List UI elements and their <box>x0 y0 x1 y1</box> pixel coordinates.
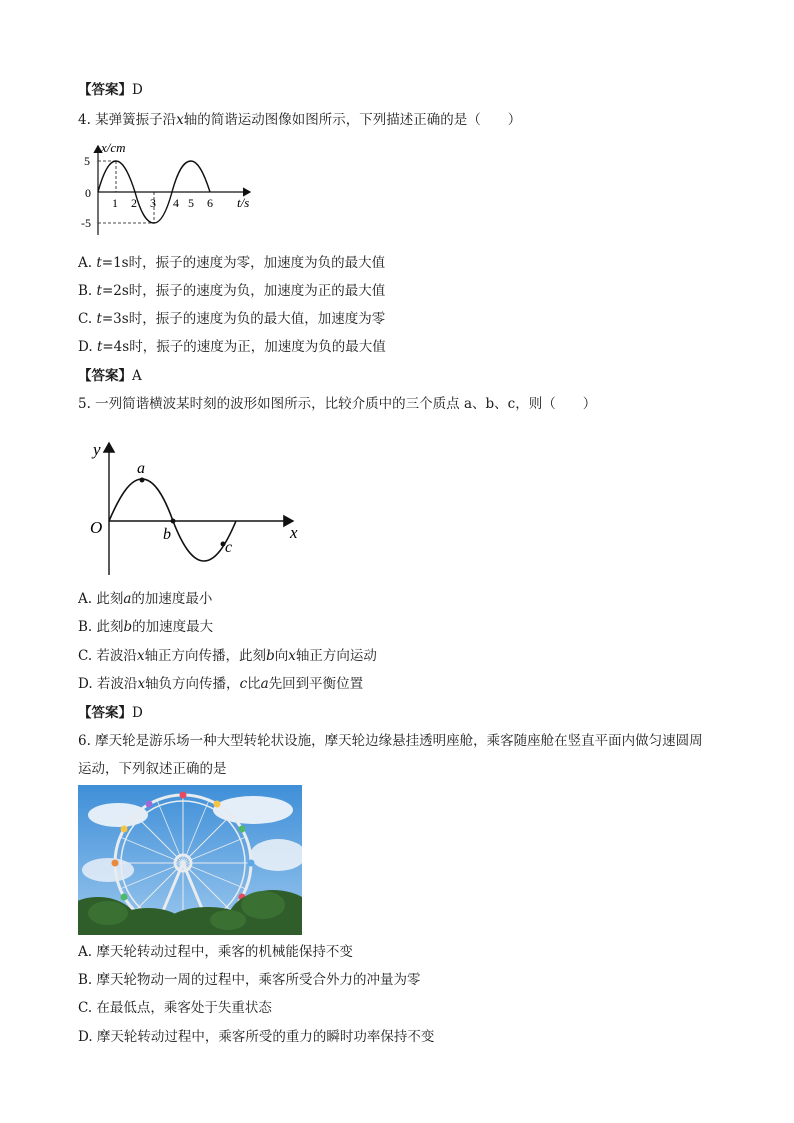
x-tick-5: 5 <box>188 196 194 210</box>
question-6-stem-line2: 运动，下列叙述正确的是 <box>78 761 227 777</box>
q4-option-b: B. t=2s时，振子的速度为负，加速度为正的最大值 <box>78 283 386 299</box>
point-b <box>171 519 176 524</box>
answer-value: D <box>132 82 143 98</box>
q6-option-b: B. 摩天轮物动一周的过程中，乘客所受合外力的冲量为零 <box>78 972 421 988</box>
q6-option-d: D. 摩天轮转动过程中，乘客所受的重力的瞬时功率保持不变 <box>78 1029 435 1045</box>
question-6-stem-line1: 6. 摩天轮是游乐场一种大型转轮状设施，摩天轮边缘悬挂透明座舱，乘客随座舱在竖直平面内做匀速圆周 <box>78 733 703 749</box>
label-b: b <box>163 526 171 543</box>
x-tick-1: 1 <box>112 196 118 210</box>
y-tick-5: 5 <box>84 154 90 168</box>
y-tick-0: 0 <box>85 186 91 200</box>
answer-label: 【答案】 <box>78 82 132 98</box>
q5-option-d: D. 若波沿x轴负方向传播，c比a先回到平衡位置 <box>78 676 364 692</box>
y-tick-neg5: -5 <box>81 216 91 230</box>
q5-option-b: B. 此刻b的加速度最大 <box>78 619 214 635</box>
label-a: a <box>137 460 145 477</box>
q6-option-a: A. 摩天轮转动过程中，乘客的机械能保持不变 <box>78 944 353 960</box>
x-tick-6: 6 <box>207 196 213 210</box>
question-4-stem: 4. 某弹簧振子沿x轴的简谐运动图像如图所示，下列描述正确的是（ ） <box>78 112 522 128</box>
q5-option-a: A. 此刻a的加速度最小 <box>78 591 213 607</box>
x-label: x <box>290 523 298 542</box>
point-a <box>140 478 145 483</box>
y-label: y <box>93 440 101 459</box>
ferris-wheel-photo <box>78 785 302 935</box>
q4-option-d: D. t=4s时，振子的速度为正，加速度为负的最大值 <box>78 339 386 355</box>
origin-label: O <box>90 518 103 537</box>
t-axis-label: t/s <box>237 195 250 210</box>
x-tick-4: 4 <box>173 196 179 210</box>
label-c: c <box>225 539 233 556</box>
question-5-stem: 5. 一列简谐横波某时刻的波形如图所示，比较介质中的三个质点 a、b、c，则（ ） <box>78 396 597 412</box>
wave-graph <box>85 435 315 580</box>
y-axis-label: x/cm <box>101 140 126 155</box>
q5-option-c: C. 若波沿x轴正方向传播，此刻b向x轴正方向运动 <box>78 648 377 664</box>
answer-line-q4: 【答案】A <box>78 368 142 384</box>
q6-option-c: C. 在最低点，乘客处于失重状态 <box>78 1000 272 1016</box>
x-tick-3: 3 <box>150 196 156 210</box>
q4-option-a: A. t=1s时，振子的速度为零，加速度为负的最大值 <box>78 255 386 271</box>
oscillation-graph <box>80 140 260 240</box>
x-tick-2: 2 <box>131 196 137 210</box>
q4-option-c: C. t=3s时，振子的速度为负的最大值，加速度为零 <box>78 311 386 327</box>
answer-line-q5: 【答案】D <box>78 705 143 721</box>
answer-line-q3 <box>78 80 143 100</box>
